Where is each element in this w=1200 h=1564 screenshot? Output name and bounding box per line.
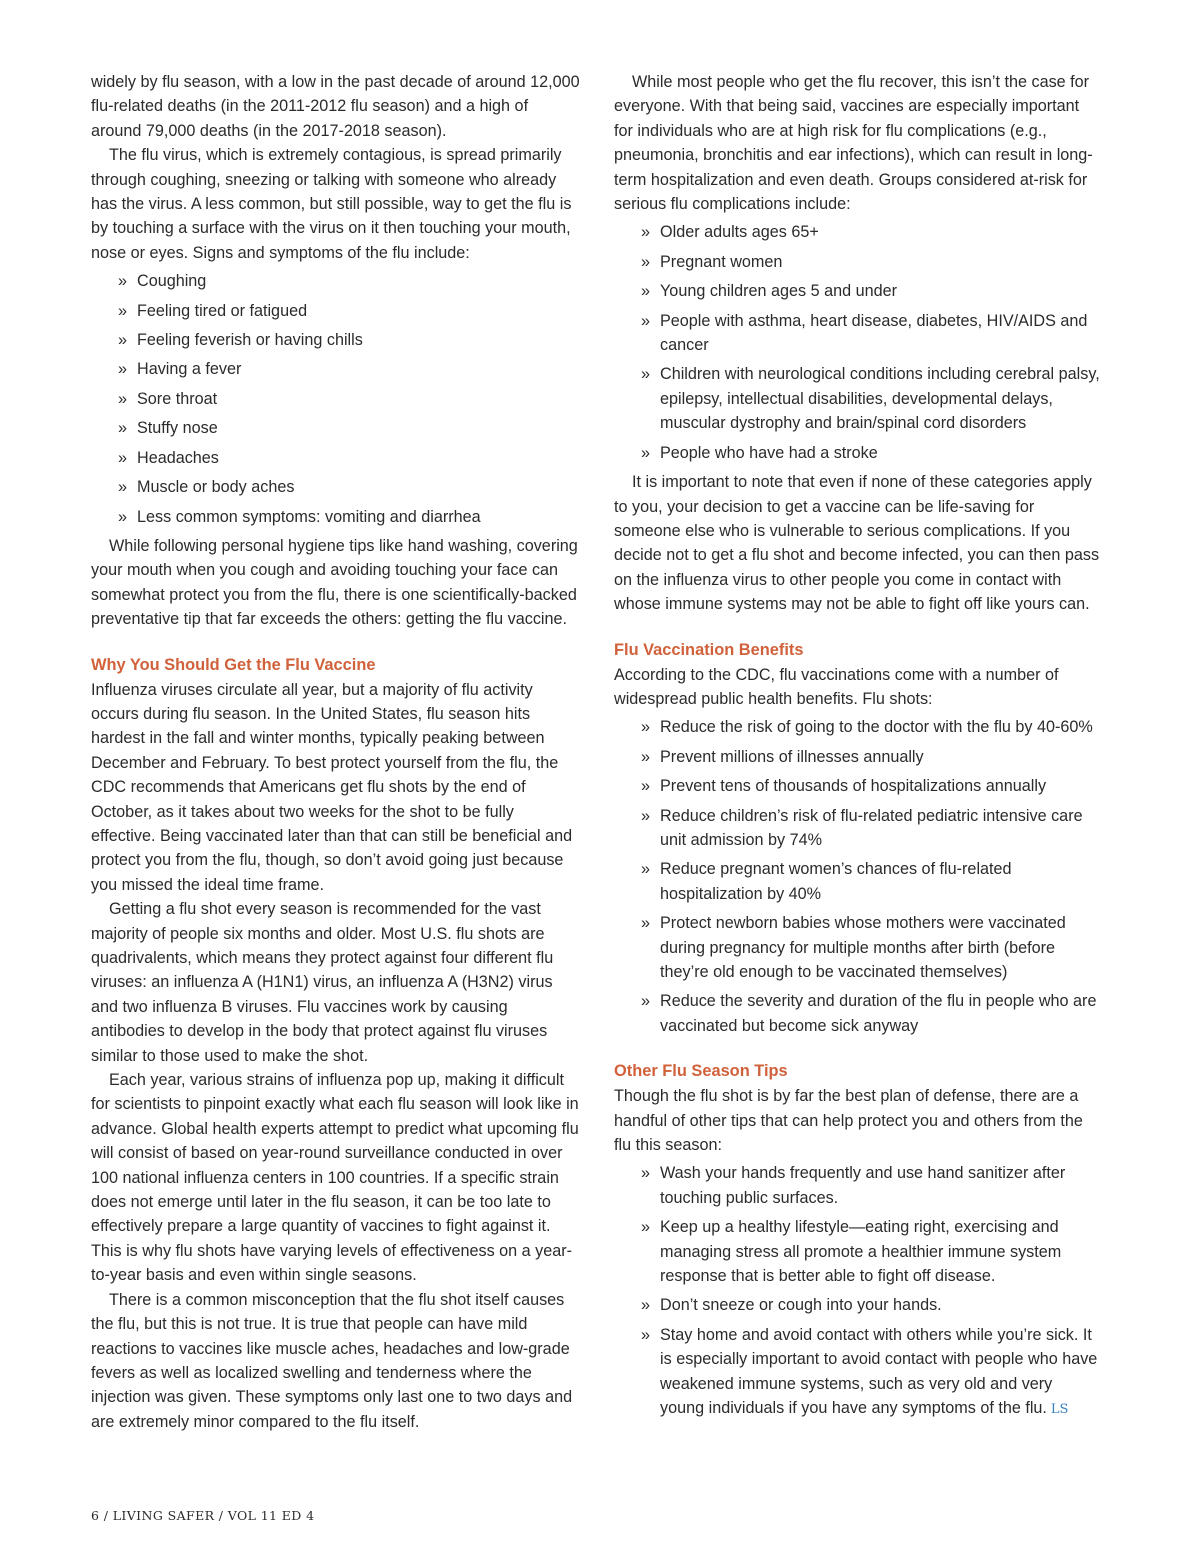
list-item: » Older adults ages 65+ bbox=[614, 220, 1100, 244]
list-item bbox=[614, 1323, 1100, 1423]
list-item: » Prevent tens of thousands of hospitalizations annually bbox=[614, 774, 1100, 798]
page-footer: 6 / LIVING SAFER / VOL 11 ED 4 bbox=[91, 1508, 315, 1523]
end-mark-icon: LS bbox=[1050, 1402, 1069, 1418]
section-heading: Why You Should Get the Flu Vaccine bbox=[91, 655, 376, 674]
list-item: » Coughing bbox=[91, 269, 581, 293]
at-risk-list bbox=[614, 220, 1100, 465]
list-item: » Reduce the risk of going to the doctor with the flu by 40-60% bbox=[614, 715, 1100, 739]
paragraph: It is important to note that even if none of these categories apply to you, your decision to get a vaccine can be life-saving for someone else who is vulnerable to serious complications. If you decide not to get a flu shot and become infected, you can then pass on the influenza virus to other people you come in contact with whose immune systems may not be able to fight off like yours can. bbox=[614, 473, 1100, 614]
list-item: » Less common symptoms: vomiting and diarrhea bbox=[91, 505, 581, 529]
tips-list bbox=[614, 1161, 1100, 1422]
list-item: » Keep up a healthy lifestyle—eating right, exercising and managing stress all promote a healthier immune system response that is better able to fight off disease. bbox=[614, 1215, 1100, 1288]
paragraph: Each year, various strains of influenza pop up, making it difficult for scientists to pinpoint exactly what each flu season will look like in advance. Global health experts attempt to predict what upcoming flu will consist of based on year-round surveillance conducted in over 100 national influenza centers in 100 countries. If a specific strain does not emerge until later in the flu season, it can be too late to effectively prepare a large quantity of vaccines to fight against it. This is why flu shots have varying levels of effectiveness on a year-to-year basis and even within single seasons. bbox=[91, 1071, 579, 1285]
list-item: » Sore throat bbox=[91, 387, 581, 411]
list-item: » Reduce pregnant women’s chances of flu-related hospitalization by 40% bbox=[614, 857, 1100, 906]
left-column bbox=[91, 70, 581, 1434]
list-item: » Wash your hands frequently and use hand sanitizer after touching public surfaces. bbox=[614, 1161, 1100, 1210]
list-item: » Protect newborn babies whose mothers were vaccinated during pregnancy for multiple months after birth (before they’re old enough to be vaccinated themselves) bbox=[614, 911, 1100, 984]
paragraph: According to the CDC, flu vaccinations come with a number of widespread public health benefits. Flu shots: bbox=[614, 665, 1059, 708]
paragraph: Getting a flu shot every season is recommended for the vast majority of people six months and older. Most U.S. flu shots are quadrivalents, which means they protect against four different flu viruses: an influenza A (H1N1) virus, an influenza A (H3N2) virus and two influenza B viruses. Flu vaccines work by causing antibodies to develop in the body that protect against flu viruses similar to those used to make the shot. bbox=[91, 900, 554, 1065]
paragraph: The flu virus, which is extremely contagious, is spread primarily through coughing, sneezing or talking with someone who already has the virus. A less common, but still possible, way to get the flu is by touching a surface with the virus on it then touching your mouth, nose or eyes. Signs and symptoms of the flu include: bbox=[91, 146, 572, 262]
list-item: » Muscle or body aches bbox=[91, 475, 581, 499]
list-item: » Having a fever bbox=[91, 357, 581, 381]
right-column bbox=[614, 70, 1100, 1428]
list-item: » Feeling tired or fatigued bbox=[91, 299, 581, 323]
paragraph: While most people who get the flu recover, this isn’t the case for everyone. With that being said, vaccines are especially important for individuals who are at high risk for flu complications (e.g., pneumonia, bronchitis and ear infections), which can result in long-term hospitalization and even death. Groups considered at-risk for serious flu complications include: bbox=[614, 73, 1093, 214]
list-item: » Stuffy nose bbox=[91, 416, 581, 440]
list-item: » Reduce the severity and duration of the flu in people who are vaccinated but become sick anyway bbox=[614, 989, 1100, 1038]
paragraph: Though the flu shot is by far the best plan of defense, there are a handful of other tips that can help protect you and others from the flu this season: bbox=[614, 1087, 1083, 1155]
list-item: » Prevent millions of illnesses annually bbox=[614, 745, 1100, 769]
section-heading: Flu Vaccination Benefits bbox=[614, 640, 804, 659]
section-heading: Other Flu Season Tips bbox=[614, 1062, 788, 1081]
symptoms-list bbox=[91, 269, 581, 529]
paragraph: widely by flu season, with a low in the past decade of around 12,000 flu-related deaths (in the 2011-2012 flu season) and a high of around 79,000 deaths (in the 2017-2018 season). bbox=[91, 73, 580, 140]
paragraph: Influenza viruses circulate all year, but a majority of flu activity occurs during flu season. In the United States, flu season hits hardest in the fall and winter months, typically peaking between December and February. To best protect yourself from the flu, the CDC recommends that Americans get flu shots by the end of October, as it takes about two weeks for the shot to be fully effective. Being vaccinated later than that can still be beneficial and protect you from the flu, though, so don’t avoid going just because you missed the ideal time frame. bbox=[91, 680, 573, 894]
list-item: » Headaches bbox=[91, 446, 581, 470]
list-item: » Pregnant women bbox=[614, 250, 1100, 274]
list-item: » People who have had a stroke bbox=[614, 441, 1100, 465]
list-item: » Feeling feverish or having chills bbox=[91, 328, 581, 352]
benefits-list bbox=[614, 715, 1100, 1038]
paragraph: There is a common misconception that the flu shot itself causes the flu, but this is not true. It is true that people can have mild reactions to vaccines like muscle aches, headaches and low-grade fevers as well as localized swelling and tenderness where the injection was given. These symptoms only last one to two days and are extremely minor compared to the flu itself. bbox=[91, 1290, 573, 1431]
list-item: » Reduce children’s risk of flu-related pediatric intensive care unit admission by 74% bbox=[614, 804, 1100, 853]
list-item: » Young children ages 5 and under bbox=[614, 279, 1100, 303]
list-item: » Children with neurological conditions including cerebral palsy, epilepsy, intellectual disabilities, developmental delays, muscular dystrophy and brain/spinal cord disorders bbox=[614, 362, 1100, 435]
paragraph: While following personal hygiene tips like hand washing, covering your mouth when you cough and avoiding touching your face can somewhat protect you from the flu, there is one scientifically-backed preventative tip that far exceeds the others: getting the flu vaccine. bbox=[91, 536, 578, 629]
list-item-text: Stay home and avoid contact with others while you’re sick. It is especially important to avoid contact with people who have weakened immune systems, such as very old and very young individuals if you have any symptoms of the flu. bbox=[660, 1325, 1098, 1418]
list-item: » People with asthma, heart disease, diabetes, HIV/AIDS and cancer bbox=[614, 309, 1100, 358]
list-item: » Don’t sneeze or cough into your hands. bbox=[614, 1293, 1100, 1317]
